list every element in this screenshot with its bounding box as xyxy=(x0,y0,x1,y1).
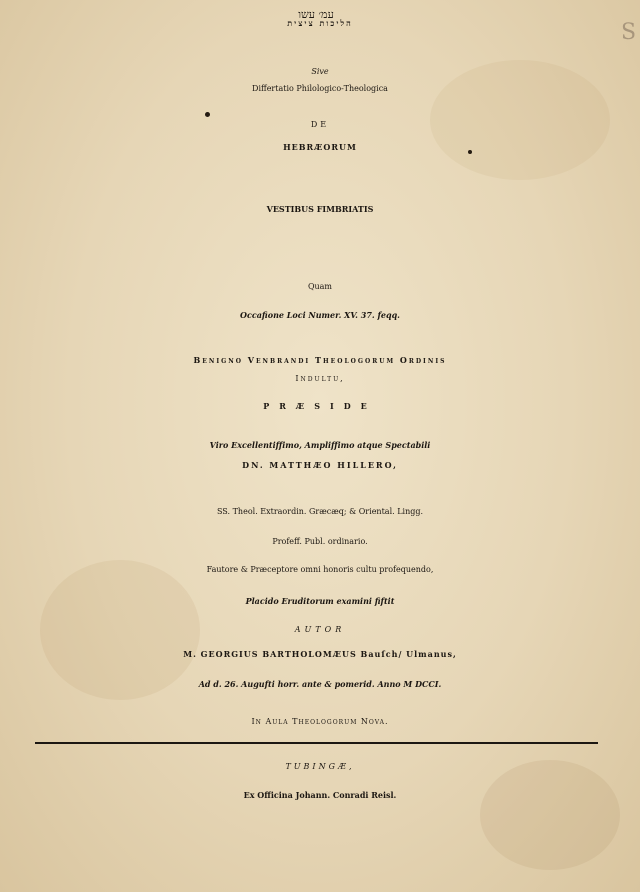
benigno-line: Benigno Venbrandi Theologorum Ordinis xyxy=(193,355,447,365)
professor-line: Profeff. Publ. ordinario. xyxy=(272,537,368,546)
main-title-line1: HEBRÆORUM xyxy=(283,142,357,152)
divider-rule xyxy=(35,742,598,744)
autor-name: M. GEORGIUS BARTHOLOMÆUS Bauſch/ Ulmanus, xyxy=(183,649,457,659)
place-line: TUBINGÆ, xyxy=(285,762,355,771)
aula-line: In Aula Theologorum Nova. xyxy=(251,717,389,726)
sive-line: Sive xyxy=(311,67,329,76)
date-line: Ad d. 26. Augufti horr. ante & pomerid. Anno M DCCI. xyxy=(198,679,442,689)
fautore-line: Fautore & Præceptore omni honoris cultu profequendo, xyxy=(206,565,434,574)
quam-line: Quam xyxy=(307,282,333,291)
dissertatio-line: Differtatio Philologico-Theologica xyxy=(252,84,388,93)
praeside-line: PRÆSIDE xyxy=(263,401,377,411)
ink-spot xyxy=(205,112,210,117)
edge-mark: S xyxy=(621,20,637,45)
praeses-name: DN. MATTHÆO HILLERO, xyxy=(242,460,398,470)
printer-line: Ex Officina Johann. Conradi Reisl. xyxy=(243,790,397,800)
praeses-titles: SS. Theol. Extraordin. Græcæq; & Oriental. Lingg. xyxy=(216,507,424,516)
indultu-line: Indultu, xyxy=(295,374,345,383)
hebrew-superscript: עמ׳ עשו xyxy=(298,8,334,21)
occasione-line: Occafione Loci Numer. XV. 37. feqq. xyxy=(240,310,400,320)
hebrew-title: הליכות ציצית xyxy=(287,18,353,28)
viro-line: Viro Excellentiffimo, Ampliffimo atque Spectabili xyxy=(209,440,431,450)
autor-label: AUTOR xyxy=(294,625,346,634)
paper-stain xyxy=(480,760,620,870)
main-title-line2: VESTIBUS FIMBRIATIS xyxy=(266,204,374,214)
placido-line: Placido Eruditorum examini fiftit xyxy=(245,596,395,606)
de-line: DE xyxy=(310,120,330,129)
ink-spot xyxy=(468,150,472,154)
